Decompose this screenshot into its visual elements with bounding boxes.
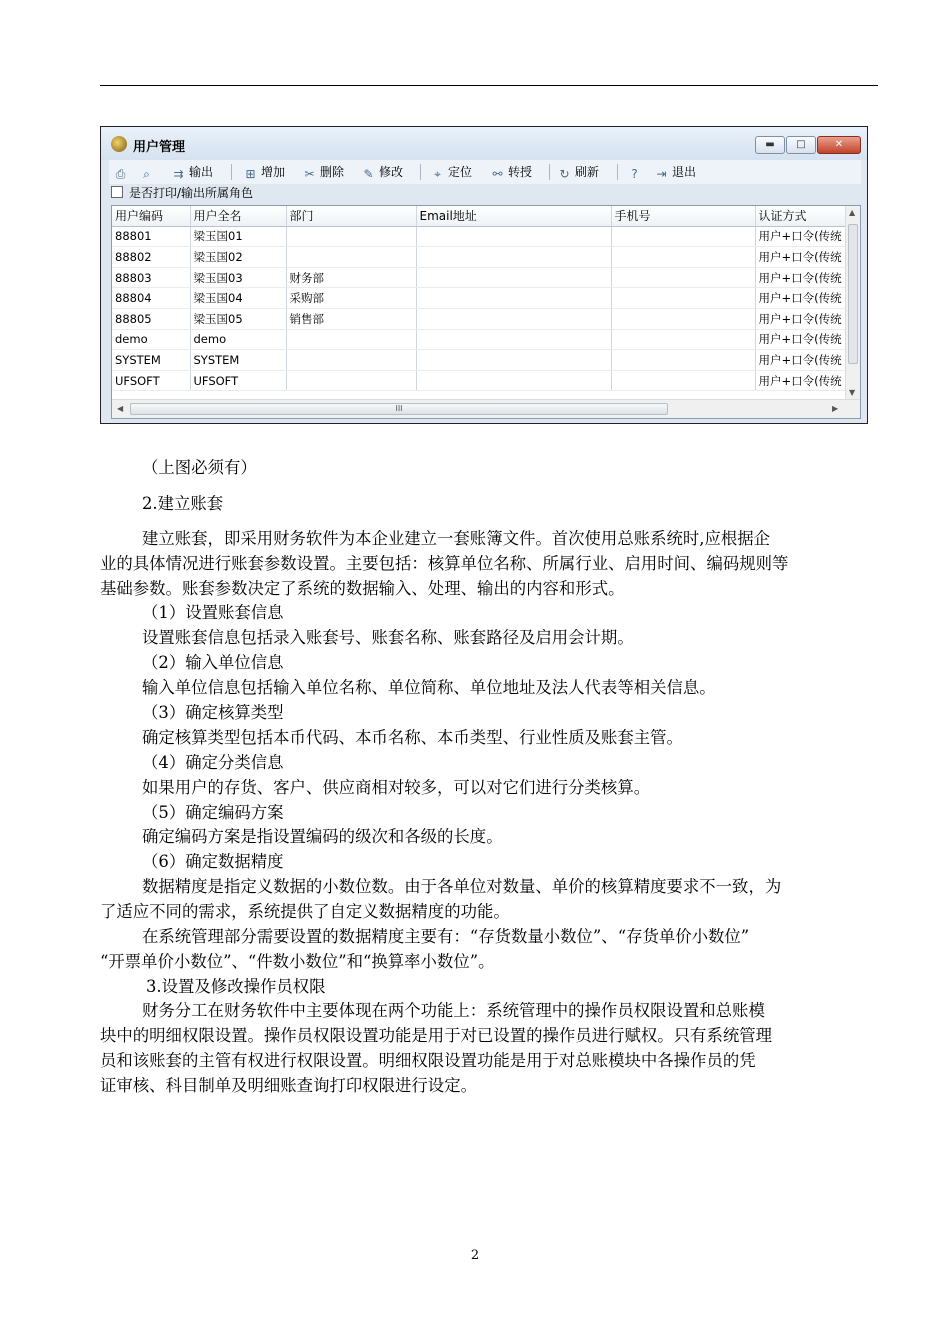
grant-label: 转授 <box>508 165 533 179</box>
cell-code: 88803 <box>112 267 190 288</box>
cell-mobile <box>611 329 755 350</box>
cell-auth: 用户+口令(传统 <box>755 308 847 329</box>
subheading-5: （5）确定编码方案 <box>142 803 284 822</box>
print-roles-option[interactable] <box>111 185 253 201</box>
paragraph-line: 确定核算类型包括本币代码、本币名称、本币类型、行业性质及账套主管。 <box>142 728 683 747</box>
preview-icon: ⌕ <box>143 167 150 181</box>
cell-code: 88804 <box>112 288 190 309</box>
print-button[interactable] <box>113 163 131 181</box>
cell-email <box>416 370 611 391</box>
export-label: 输出 <box>189 165 214 179</box>
cell-name: 梁玉国02 <box>190 247 286 268</box>
column-header-mobile[interactable]: 手机号 <box>611 206 755 226</box>
table-row[interactable] <box>112 308 847 329</box>
paragraph-line: 确定编码方案是指设置编码的级次和各级的长度。 <box>142 827 503 846</box>
cell-department: 财务部 <box>286 267 416 288</box>
cell-mobile <box>611 247 755 268</box>
printer-icon: ⎙ <box>115 167 126 181</box>
export-button[interactable] <box>171 163 213 181</box>
user-grid <box>112 206 848 391</box>
scroll-right-icon[interactable]: ▶ <box>832 404 839 413</box>
table-row[interactable] <box>112 370 847 391</box>
cell-mobile <box>611 226 755 247</box>
minimize-button[interactable]: ▬ <box>755 136 785 154</box>
exit-label: 退出 <box>672 165 697 179</box>
delete-icon: ✂ <box>304 167 315 181</box>
paragraph-line: 在系统管理部分需要设置的数据精度主要有：“存货数量小数位”、“存货单价小数位” <box>142 927 750 946</box>
cell-mobile <box>611 350 755 371</box>
column-header-name[interactable]: 用户全名 <box>190 206 286 226</box>
toolbar-separator <box>549 164 550 180</box>
vertical-scrollbar[interactable] <box>845 206 860 402</box>
add-label: 增加 <box>261 165 286 179</box>
cell-mobile <box>611 370 755 391</box>
print-roles-label: 是否打印/输出所属角色 <box>129 186 254 200</box>
page-number: 2 <box>470 1248 480 1263</box>
scroll-up-icon[interactable]: ▲ <box>849 208 856 217</box>
table-row[interactable] <box>112 288 847 309</box>
paragraph-line: 财务分工在财务软件中主要体现在两个功能上：系统管理中的操作员权限设置和总账模 <box>142 1001 765 1020</box>
subheading-2: （2）输入单位信息 <box>142 653 284 672</box>
toolbar-separator <box>231 164 232 180</box>
cell-auth: 用户+口令(传统 <box>755 370 847 391</box>
maximize-button[interactable]: □ <box>786 136 816 154</box>
column-header-department[interactable]: 部门 <box>286 206 416 226</box>
exit-icon: ⇥ <box>656 167 667 181</box>
user-management-window <box>100 126 868 424</box>
cell-department <box>286 329 416 350</box>
section-heading-2: 2.建立账套 <box>142 494 224 513</box>
cell-name: demo <box>190 329 286 350</box>
window-title: 用户管理 <box>133 140 186 155</box>
cell-email <box>416 308 611 329</box>
table-row[interactable] <box>112 350 847 371</box>
cell-auth: 用户+口令(传统 <box>755 226 847 247</box>
paragraph-line: 设置账套信息包括录入账套号、账套名称、账套路径及启用会计期。 <box>142 628 634 647</box>
cell-mobile <box>611 288 755 309</box>
subheading-4: （4）确定分类信息 <box>142 753 284 772</box>
cell-department: 采购部 <box>286 288 416 309</box>
export-icon: ⇉ <box>173 167 184 181</box>
grant-button[interactable] <box>490 163 532 181</box>
paragraph-line: 业的具体情况进行账套参数设置。主要包括：核算单位名称、所属行业、启用时间、编码规则等 <box>100 554 789 573</box>
edit-label: 修改 <box>379 165 404 179</box>
delete-label: 删除 <box>320 165 345 179</box>
cell-email <box>416 329 611 350</box>
horizontal-scroll-thumb[interactable]: III <box>130 403 668 415</box>
refresh-label: 刷新 <box>575 165 600 179</box>
paragraph-line: 数据精度是指定义数据的小数位数。由于各单位对数量、单价的核算精度要求不一致，为 <box>142 877 782 896</box>
vertical-scroll-thumb[interactable] <box>848 224 858 364</box>
cell-mobile <box>611 308 755 329</box>
column-header-email[interactable]: Email地址 <box>416 206 611 226</box>
refresh-icon: ↻ <box>559 167 570 181</box>
edit-icon: ✎ <box>363 167 374 181</box>
paragraph-line: 基础参数。账套参数决定了系统的数据输入、处理、输出的内容和形式。 <box>100 579 625 598</box>
cell-code: demo <box>112 329 190 350</box>
subheading-1: （1）设置账套信息 <box>142 603 284 622</box>
cell-code: SYSTEM <box>112 350 190 371</box>
cell-email <box>416 288 611 309</box>
cell-code: 88802 <box>112 247 190 268</box>
table-row[interactable] <box>112 267 847 288</box>
table-row[interactable] <box>112 226 847 247</box>
cell-code: UFSOFT <box>112 370 190 391</box>
paragraph-line: 员和该账套的主管有权进行权限设置。明细权限设置功能是用于对总账模块中各操作员的凭 <box>100 1051 756 1070</box>
add-icon: ⊞ <box>245 167 256 181</box>
table-row[interactable] <box>112 247 847 268</box>
cell-auth: 用户+口令(传统 <box>755 288 847 309</box>
cell-department <box>286 247 416 268</box>
print-roles-checkbox[interactable] <box>111 186 123 198</box>
cell-name: UFSOFT <box>190 370 286 391</box>
subheading-3: （3）确定核算类型 <box>142 703 284 722</box>
cell-code: 88801 <box>112 226 190 247</box>
table-row[interactable] <box>112 329 847 350</box>
cell-department <box>286 370 416 391</box>
locate-label: 定位 <box>448 165 473 179</box>
close-button[interactable]: ✕ <box>817 136 861 154</box>
help-button[interactable] <box>627 163 645 181</box>
window-titlebar <box>101 127 867 160</box>
delete-button[interactable] <box>302 163 344 181</box>
cell-email <box>416 226 611 247</box>
preview-button[interactable] <box>139 163 157 181</box>
app-icon <box>111 136 127 152</box>
exit-button[interactable] <box>654 163 696 181</box>
header-rule <box>100 85 878 86</box>
cell-department: 销售部 <box>286 308 416 329</box>
toolbar-separator <box>617 164 618 180</box>
figure-caption: （上图必须有） <box>142 458 257 477</box>
cell-name: 梁玉国03 <box>190 267 286 288</box>
section-heading-3: 3.设置及修改操作员权限 <box>146 977 326 996</box>
paragraph-line: 了适应不同的需求，系统提供了自定义数据精度的功能。 <box>100 902 510 921</box>
cell-auth: 用户+口令(传统 <box>755 247 847 268</box>
edit-button[interactable] <box>361 163 403 181</box>
user-table <box>111 205 861 419</box>
paragraph-line: 输入单位信息包括输入单位名称、单位简称、单位地址及法人代表等相关信息。 <box>142 678 716 697</box>
add-button[interactable] <box>243 163 285 181</box>
cell-email <box>416 247 611 268</box>
cell-email <box>416 267 611 288</box>
paragraph-line: 建立账套，即采用财务软件为本企业建立一套账簿文件。首次使用总账系统时,应根据企 <box>142 529 771 548</box>
cell-name: 梁玉国05 <box>190 308 286 329</box>
paragraph-line: “开票单价小数位”、“件数小数位”和“换算率小数位”。 <box>100 952 495 971</box>
locate-button[interactable] <box>430 163 472 181</box>
subheading-6: （6）确定数据精度 <box>142 852 284 871</box>
cell-code: 88805 <box>112 308 190 329</box>
toolbar-separator <box>420 164 421 180</box>
cell-email <box>416 350 611 371</box>
table-header-row <box>112 206 847 226</box>
grant-icon: ⚯ <box>492 167 503 181</box>
cell-name: 梁玉国01 <box>190 226 286 247</box>
locate-icon: ⌖ <box>434 167 441 181</box>
cell-department <box>286 226 416 247</box>
cell-name: 梁玉国04 <box>190 288 286 309</box>
refresh-button[interactable] <box>557 163 599 181</box>
cell-mobile <box>611 267 755 288</box>
paragraph-line: 证审核、科目制单及明细账查询打印权限进行设定。 <box>100 1076 477 1095</box>
column-header-code[interactable]: 用户编码 <box>112 206 190 226</box>
column-header-auth[interactable]: 认证方式 <box>755 206 847 226</box>
scroll-left-icon[interactable]: ◀ <box>117 404 124 413</box>
cell-auth: 用户+口令(传统 <box>755 329 847 350</box>
scroll-down-icon[interactable]: ▼ <box>849 388 856 397</box>
toolbar <box>109 160 861 184</box>
horizontal-scrollbar[interactable] <box>112 399 860 418</box>
cell-department <box>286 350 416 371</box>
help-icon: ? <box>631 167 638 181</box>
paragraph-line: 如果用户的存货、客户、供应商相对较多，可以对它们进行分类核算。 <box>142 778 651 797</box>
cell-auth: 用户+口令(传统 <box>755 267 847 288</box>
cell-name: SYSTEM <box>190 350 286 371</box>
paragraph-line: 块中的明细权限设置。操作员权限设置功能是用于对已设置的操作员进行赋权。只有系统管理 <box>100 1026 773 1045</box>
cell-auth: 用户+口令(传统 <box>755 350 847 371</box>
